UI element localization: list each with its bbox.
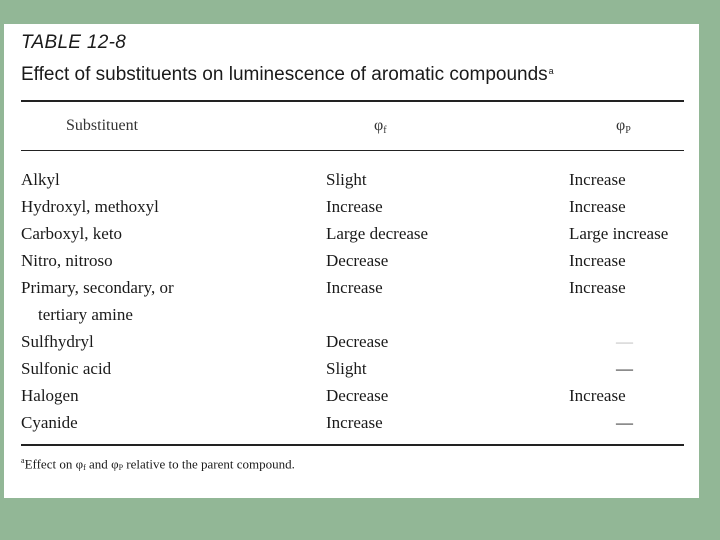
- footnote-text-3: relative to the parent compound.: [123, 456, 295, 472]
- row-2-substituent: Hydroxyl, methoxyl: [21, 197, 159, 216]
- row-1-phi-p: Increase: [569, 170, 626, 189]
- row-5-substituent: Primary, secondary, or: [21, 278, 174, 297]
- row-4-phi-f: Decrease: [326, 251, 389, 270]
- row-8-substituent: Halogen: [21, 386, 79, 405]
- header-rule: [21, 150, 684, 151]
- header-phi-f-sub: f: [383, 125, 387, 136]
- row-8-phi-p: Increase: [569, 386, 626, 405]
- header-phi-p-sub: P: [625, 125, 631, 136]
- row-4-phi-p: Increase: [569, 251, 626, 270]
- row-9-phi-f: Increase: [326, 413, 383, 432]
- row-1-phi-f: Slight: [326, 170, 367, 189]
- header-substituent: Substituent: [66, 117, 139, 134]
- row-1-substituent: Alkyl: [21, 170, 60, 189]
- row-2-phi-f: Increase: [326, 197, 383, 216]
- footnote-mark: a: [21, 456, 25, 465]
- caption-text: Effect of substituents on luminescence of aromatic compounds: [21, 64, 548, 85]
- table-title: TABLE 12-8: [21, 32, 127, 53]
- row-2-phi-p: Increase: [569, 197, 626, 216]
- row-6-phi-p: —: [616, 332, 633, 351]
- row-9-substituent: Cyanide: [21, 413, 78, 432]
- row-9-phi-p: —: [616, 413, 633, 432]
- footnote-phi-f: φ: [75, 456, 84, 472]
- header-phi-p-symbol: φ: [616, 117, 626, 134]
- footnote-phi-p: φ: [111, 456, 119, 472]
- header-phi-p: [616, 117, 631, 135]
- row-4-substituent: Nitro, nitroso: [21, 251, 113, 270]
- footnote-phi-p-sub: P: [118, 463, 124, 473]
- row-7-phi-p: —: [616, 359, 633, 378]
- footnote-phi-f-sub: f: [83, 463, 86, 473]
- footnote-text-1: Effect on: [24, 456, 76, 472]
- row-6-substituent: Sulfhydryl: [21, 332, 94, 351]
- row-3-phi-p: Large increase: [569, 224, 669, 243]
- row-7-phi-f: Slight: [326, 359, 367, 378]
- footnote-text-2: and: [85, 456, 112, 472]
- header-phi-f-symbol: φ: [374, 117, 384, 134]
- caption-note-mark: a: [548, 66, 554, 76]
- table-caption: [21, 64, 554, 86]
- header-phi-f: [374, 117, 387, 135]
- row-3-phi-f: Large decrease: [326, 224, 429, 243]
- row-3-substituent: Carboxyl, keto: [21, 224, 123, 243]
- row-5-substituent-cont: tertiary amine: [38, 305, 133, 324]
- top-rule: [21, 100, 684, 102]
- row-6-phi-f: Decrease: [326, 332, 389, 351]
- row-8-phi-f: Decrease: [326, 386, 389, 405]
- row-5-phi-p: Increase: [569, 278, 626, 297]
- row-5-phi-f: Increase: [326, 278, 383, 297]
- bottom-rule: [21, 444, 684, 446]
- table-footnote: [21, 456, 295, 472]
- table-page: [4, 24, 699, 498]
- row-7-substituent: Sulfonic acid: [21, 359, 112, 378]
